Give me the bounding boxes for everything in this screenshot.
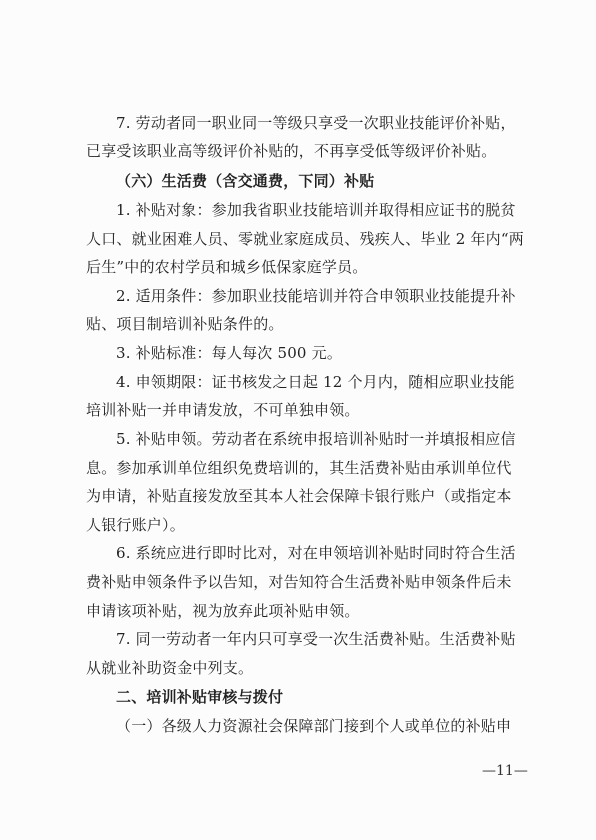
body-text-line: 培训补贴一并申请发放，不可单独申领。: [86, 401, 360, 419]
body-text-line: 3. 补贴标准：每人每次 500 元。: [116, 344, 343, 362]
body-text-line: 7. 同一劳动者一年内只可享受一次生活费补贴。生活费补贴: [116, 630, 516, 648]
body-text-line: 为申请，补贴直接发放至其本人社会保障卡银行账户（或指定本: [86, 487, 512, 505]
body-text-line: 人口、就业困难人员、零就业家庭成员、残疾人、毕业 2 年内“两: [86, 230, 524, 248]
body-text-line: 费补贴申领条件予以告知，对告知符合生活费补贴申领条件后未: [86, 573, 512, 591]
body-text-line: 申请该项补贴，视为放弃此项补贴申领。: [86, 602, 360, 620]
body-text-line: 4. 申领期限：证书核发之日起 12 个月内，随相应职业技能: [116, 373, 515, 391]
body-text-line: 6. 系统应进行即时比对，对在申领培训补贴时同时符合生活: [116, 544, 516, 562]
body-text-line: 2. 适用条件：参加职业技能培训并符合申领职业技能提升补: [116, 287, 516, 305]
body-text-line: 5. 补贴申领。劳动者在系统申报培训补贴时一并填报相应信: [116, 430, 516, 448]
body-text-line: （一）各级人力资源社会保障部门接到个人或单位的补贴申: [116, 717, 512, 735]
body-text-line: 息。参加承训单位组织免费培训的，其生活费补贴由承训单位代: [86, 459, 512, 477]
body-text-line: 从就业补助资金中列支。: [86, 659, 254, 677]
body-text-line: 已享受该职业高等级评价补贴的，不再享受低等级评价补贴。: [86, 142, 497, 160]
body-text-line: 后生”中的农村学员和城乡低保家庭学员。: [86, 258, 368, 276]
section-heading-living-allowance: （六）生活费（含交通费，下同）补贴: [116, 172, 375, 190]
body-text-line: 人银行账户）。: [86, 516, 185, 534]
body-text-line: 1. 补贴对象：参加我省职业技能培训并取得相应证书的脱贫: [116, 201, 516, 219]
page-number: —11—: [482, 763, 528, 779]
body-text-line: 贴、项目制培训补贴条件的。: [86, 315, 284, 333]
section-heading-review-disbursement: 二、培训补贴审核与拨付: [116, 688, 284, 706]
body-text-line: 7. 劳动者同一职业同一等级只享受一次职业技能评价补贴，: [116, 114, 516, 132]
